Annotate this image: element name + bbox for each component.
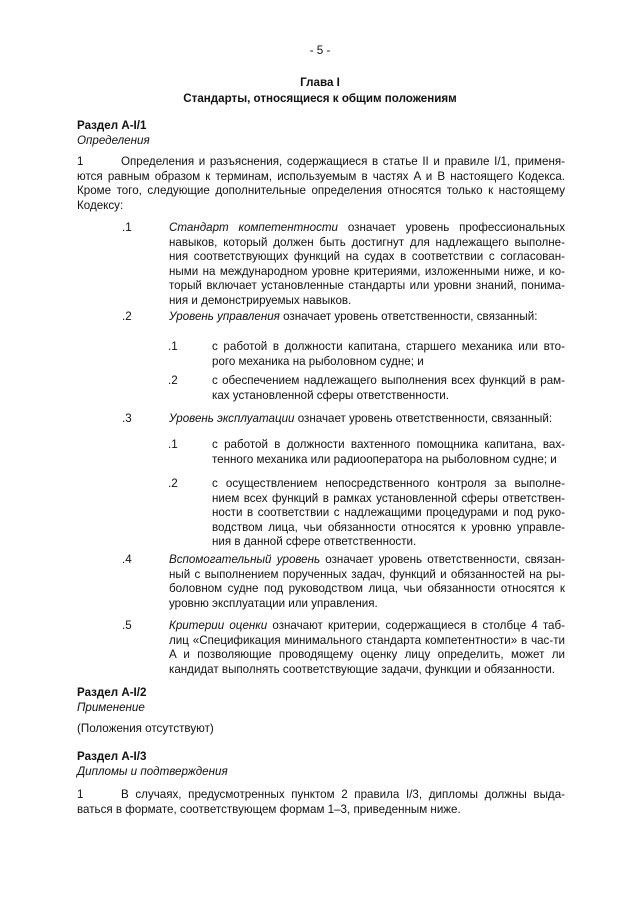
item-number: .3 [122,412,132,425]
item-text: означает уровень профессиональных навыков, который должен быть достигнут для надлежащего выполне-ния соответствующих функций на судах в соответствии с согласован-ными на международном уровне критериями, изложенными ниже, и ко-торый включает установленные стандарты или уровни знаний, понима-ния и демонстрируемых навыков. [169,221,566,307]
section-title: Раздел A-I/2 [77,686,147,699]
sub-item-number: .2 [168,477,178,490]
defined-term: Уровень управления [169,310,280,323]
section-title: Раздел A-I/3 [77,750,147,763]
paragraph-number: 1 [77,155,84,168]
paragraph-number: 1 [77,788,84,801]
section-subtitle: Определения [77,133,150,147]
sub-item-text: с работой в должности капитана, старшего механика или вто-рого механика на рыболовном судне; и [212,340,565,368]
defined-term: Стандарт компетентности [169,221,338,234]
section-a1-heading [77,119,150,148]
item-text: означает уровень ответственности, связан-ный с выполнением порученных задач, функций и обязанностей на ры-боловном судне под руководством лица, чьи обязанности относятся к уровню эксплуатации или управления. [169,553,565,610]
sub-item-number: .2 [168,374,178,387]
chapter-subtitle: Стандарты, относящиеся к общим положениям [183,92,457,105]
sub-item-text: с работой в должности вахтенного помощника капитана, вах-тенного механика или радиооператора на рыболовном судне; и [212,438,565,466]
sub-item-text: с обеспечением надлежащего выполнения всех функций в рам-ках установленной сферы ответственности. [212,374,565,402]
section-a3-heading [77,750,228,779]
item-number: .2 [122,310,132,323]
item-text: означают критерии, содержащиеся в столбце 4 таб-лиц «Спецификация минимального стандарта компетентности» в час-ти A и позволяющие проводящему оценку лицу определить, может ли кандидат выполнять соответствующие задачи, функции и обязанности. [169,619,565,676]
section-title: Раздел A-I/1 [77,119,147,132]
section-subtitle: Дипломы и подтверждения [77,764,228,778]
paragraph-text: Определения и разъяснения, содержащиеся в статье II и правиле I/1, применя-ются равным образом к терминам, используемым в частях A и B настоящего Кодекса. Кроме того, следующие дополнительные определения относятся только к настоящему Кодексу: [77,155,565,212]
sub-item-number: .1 [168,340,178,353]
chapter-title: Глава I [300,76,340,89]
item-text: означает уровень ответственности, связанный: [279,310,538,323]
item-number: .1 [122,221,132,234]
paragraph-1 [77,155,565,213]
page-number: - 5 - [309,44,331,57]
item-number: .5 [122,619,132,632]
defined-term: Вспомогательный уровень [169,553,321,566]
defined-term: Уровень эксплуатации [169,412,295,425]
paragraph-text: В случаях, предусмотренных пунктом 2 правила I/3, дипломы должны выда-ваться в формате, соответствующем формам 1–3, приведенным ниже. [77,788,565,816]
section-a2-heading [77,686,146,715]
item-text: означает уровень ответственности, связанный: [294,412,553,425]
paragraph-a3-1 [77,788,565,817]
sub-item-number: .1 [168,438,178,451]
sub-item-text: с осуществлением непосредственного контроля за выполне-нием всех функций в рамках установленной сферы ответствен-ности в соответствии с надлежащими процедурами и под руко-водством лица, чьи обязанности относятся к уровню управле-ния в данной сфере ответственности. [212,477,565,549]
section-note: (Положения отсутствуют) [77,722,214,735]
item-number: .4 [122,553,132,566]
section-subtitle: Применение [77,700,145,714]
defined-term: Критерии оценки [169,619,268,632]
